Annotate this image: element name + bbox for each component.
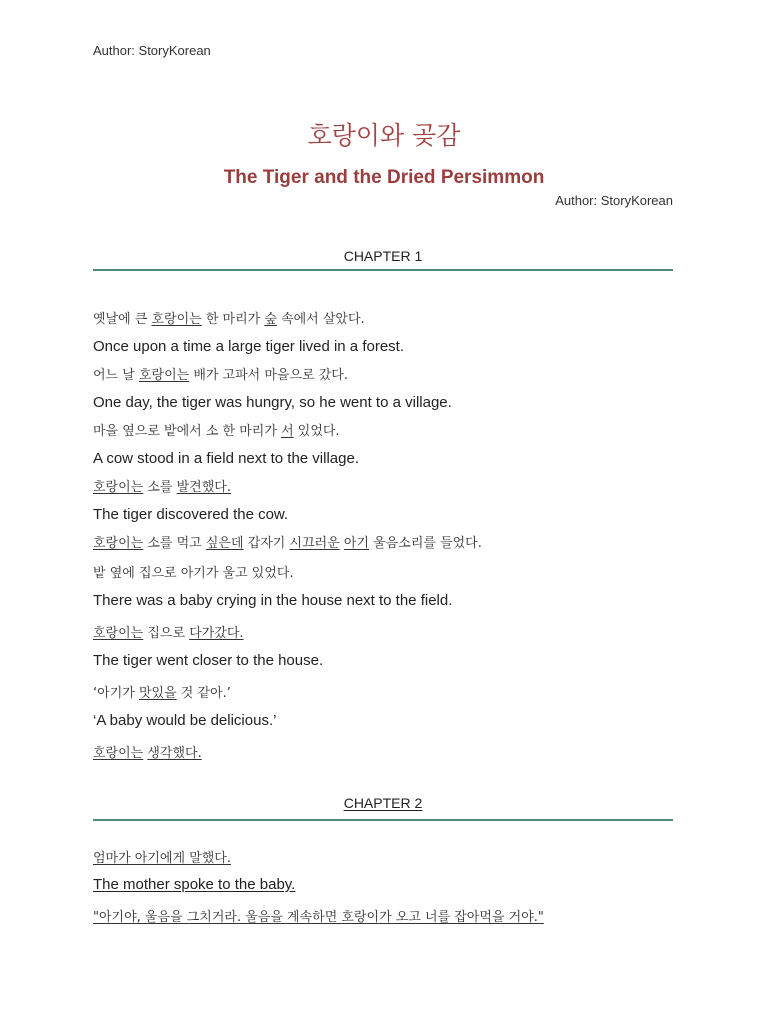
vocab-highlight: 호랑이는	[93, 480, 144, 495]
text-segment: 있었다.	[293, 424, 340, 439]
vocab-highlight: 호랑이는	[93, 626, 144, 641]
chapter-1-rule	[93, 269, 673, 271]
korean-sentence	[93, 476, 693, 495]
english-translation	[93, 712, 693, 729]
text-segment: ‘A baby would be delicious.’	[93, 712, 277, 729]
korean-sentence	[93, 622, 693, 641]
vocab-highlight: 다가갔다.	[189, 626, 244, 641]
vocab-highlight: 호랑이는	[93, 746, 144, 761]
english-translation	[93, 506, 693, 523]
header-author: Author: StoryKorean	[93, 43, 211, 58]
text-segment: 집으로	[143, 626, 190, 641]
text-segment: 어느 날	[93, 368, 139, 383]
vocab-highlight: 맛있을	[138, 686, 177, 701]
vocab-highlight: 서	[281, 424, 294, 439]
english-translation	[93, 450, 693, 467]
korean-sentence	[93, 742, 693, 761]
text-segment: 것 같아.’	[176, 686, 231, 701]
vocab-highlight: 숲	[264, 312, 277, 327]
english-translation	[93, 652, 693, 669]
text-segment: A cow stood in a field next to the village.	[93, 450, 359, 467]
title-english: The Tiger and the Dried Persimmon	[223, 167, 545, 188]
text-segment: The tiger went closer to the house.	[93, 652, 324, 669]
vocab-highlight: The mother spoke to the baby.	[93, 876, 296, 893]
text-segment: 마을 옆으로 밭에서 소 한 마리가	[93, 424, 282, 439]
vocab-highlight: 시끄러운	[289, 536, 340, 551]
text-segment: 밭 옆에 집으로 아기가 울고 있었다.	[93, 566, 294, 581]
korean-sentence	[93, 906, 693, 925]
text-segment: 울음소리를 들었다.	[369, 536, 482, 551]
vocab-highlight: "아기야, 울음을 그치거라. 울음을 계속하면 호랑이가 오고 너를 잡아먹을 거야."	[93, 910, 544, 925]
korean-sentence	[93, 420, 693, 439]
korean-sentence	[93, 847, 693, 866]
korean-sentence	[93, 562, 693, 581]
chapter-1-heading-text: CHAPTER 1	[343, 248, 423, 264]
subtitle-author: Author: StoryKorean	[555, 193, 673, 208]
korean-sentence	[93, 532, 693, 551]
english-translation	[93, 876, 693, 893]
text-segment: 속에서 살았다.	[276, 312, 365, 327]
vocab-highlight: 발견했다.	[176, 480, 231, 495]
text-segment: One day, the tiger was hungry, so he went to a village.	[93, 394, 452, 411]
text-segment: Once upon a time a large tiger lived in a forest.	[93, 338, 405, 355]
text-segment: There was a baby crying in the house next to the field.	[93, 592, 453, 609]
english-translation	[93, 338, 693, 355]
chapter-1-heading	[93, 248, 673, 264]
vocab-highlight: 호랑이는	[151, 312, 202, 327]
text-segment: The tiger discovered the cow.	[93, 506, 289, 523]
chapter-2-rule	[93, 819, 673, 821]
text-segment: 갑자기	[243, 536, 290, 551]
text-segment: 소를	[143, 480, 177, 495]
text-segment: 옛날에 큰	[93, 312, 152, 327]
english-translation	[93, 394, 693, 411]
chapter-2-heading	[93, 795, 673, 811]
vocab-highlight: 호랑이는	[93, 536, 144, 551]
chapter-2-heading-text: CHAPTER 2	[343, 795, 423, 811]
text-segment: 한 마리가	[201, 312, 265, 327]
title-korean: 호랑이와 곶감	[307, 121, 461, 150]
korean-sentence	[93, 682, 693, 701]
korean-sentence	[93, 308, 693, 327]
vocab-highlight: 호랑이는	[138, 368, 190, 383]
vocab-highlight: 엄마가 아기에게 말했다.	[93, 851, 231, 866]
korean-sentence	[93, 364, 693, 383]
english-translation	[93, 592, 693, 609]
text-segment: 소를 먹고	[143, 536, 206, 551]
text-segment: 배가 고파서 마을으로 갔다.	[189, 368, 348, 383]
vocab-highlight: 아기	[343, 536, 370, 551]
text-segment: ‘아기가	[93, 686, 139, 701]
vocab-highlight: 싶은데	[205, 536, 244, 551]
vocab-highlight: 생각했다.	[147, 746, 202, 761]
